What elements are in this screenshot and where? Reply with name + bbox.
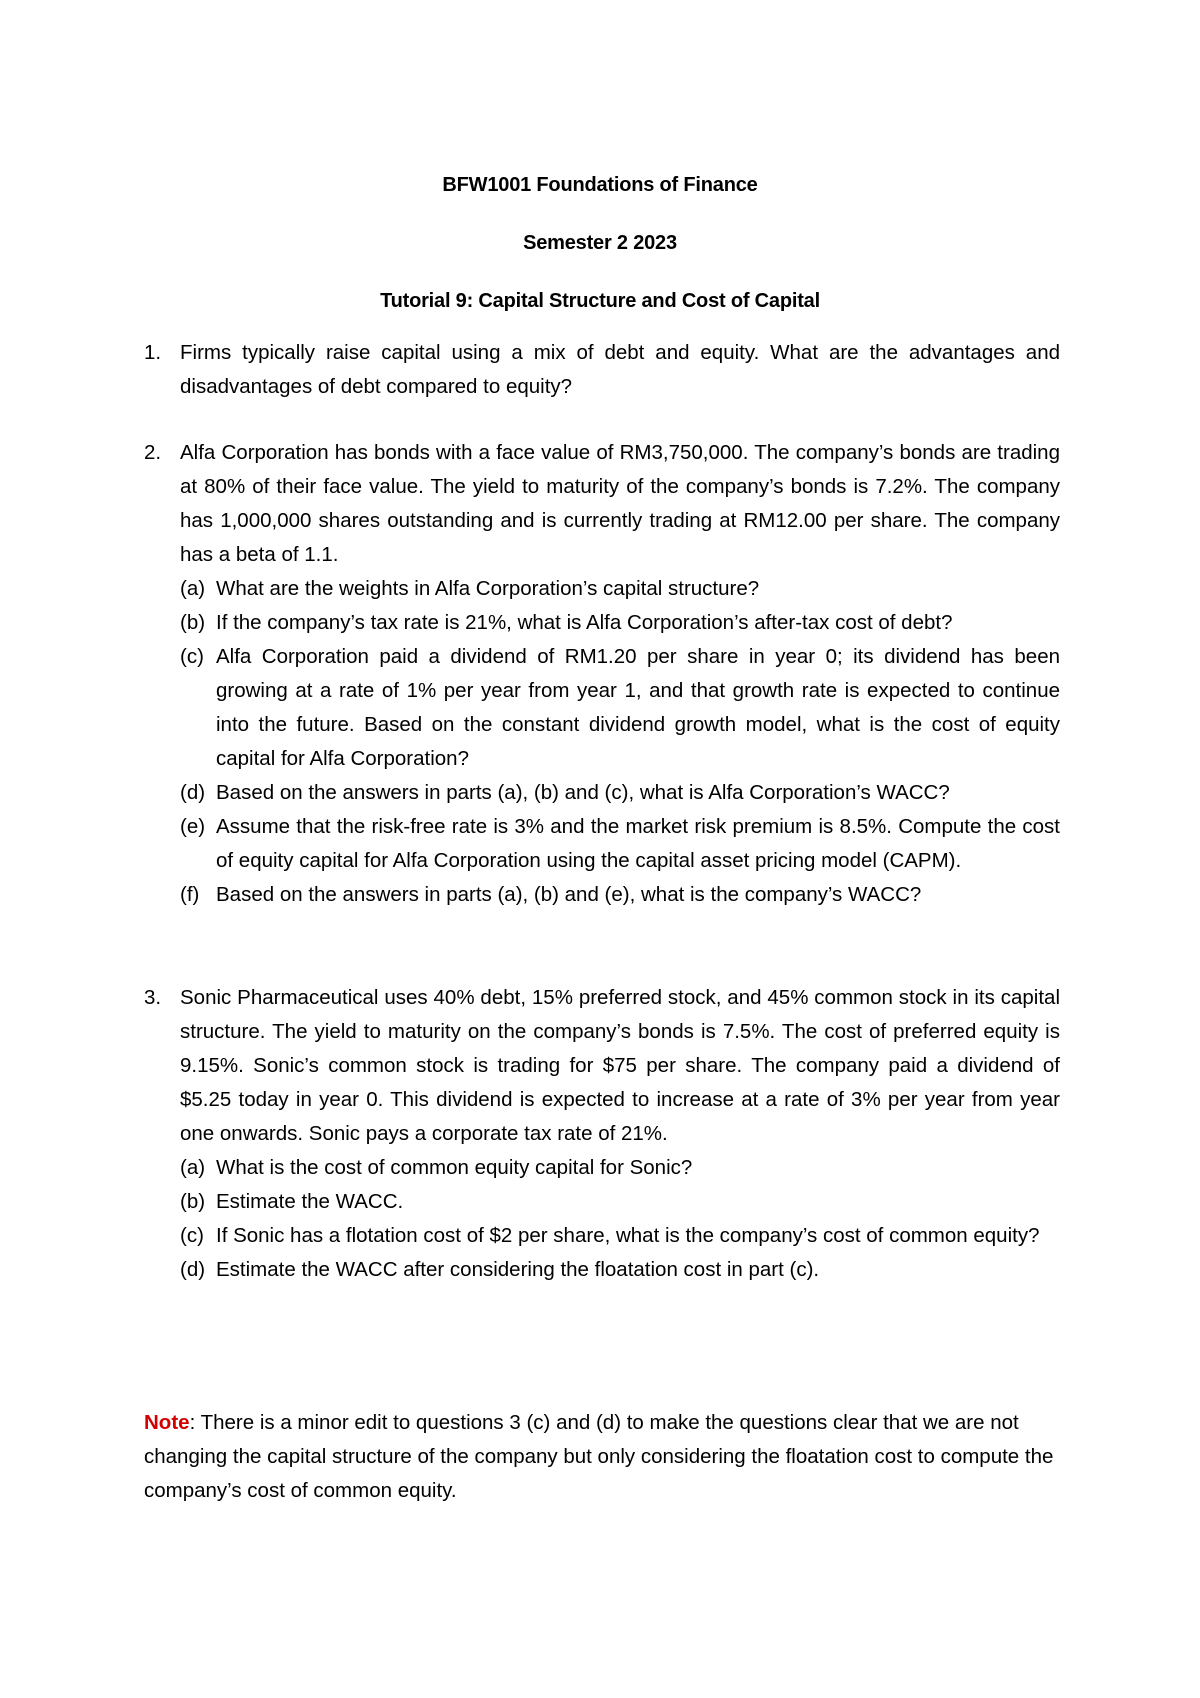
question-part bbox=[180, 606, 1060, 640]
edit-note bbox=[144, 1406, 1060, 1508]
part-letter: (b) bbox=[180, 611, 206, 634]
question-part bbox=[180, 1151, 1060, 1185]
part-text: Estimate the WACC. bbox=[216, 1190, 404, 1213]
semester-title: Semester 2 2023 bbox=[523, 232, 677, 254]
course-title: BFW1001 Foundations of Finance bbox=[442, 174, 758, 196]
question-number: 2. bbox=[144, 441, 162, 464]
tutorial-title: Tutorial 9: Capital Structure and Cost of Capital bbox=[380, 290, 820, 312]
part-text: If the company’s tax rate is 21%, what is Alfa Corporation’s after-tax cost of debt? bbox=[216, 611, 953, 634]
question-part bbox=[180, 640, 1060, 776]
part-letter: (d) bbox=[180, 781, 206, 804]
question-1 bbox=[144, 336, 1060, 404]
question-text: Firms typically raise capital using a mix of debt and equity. What are the advantages and disadvantages of debt compared to equity? bbox=[180, 341, 1060, 398]
question-3 bbox=[144, 981, 1060, 1287]
question-number: 3. bbox=[144, 986, 162, 1009]
part-text: Estimate the WACC after considering the floatation cost in part (c). bbox=[216, 1258, 820, 1281]
note-text: : There is a minor edit to questions 3 (c) and (d) to make the questions clear that we are not changing the capital structure of the company but only considering the floatation cost to compute the company’s cost of common equity. bbox=[144, 1411, 1054, 1502]
note-label: Note bbox=[144, 1411, 190, 1434]
part-letter: (c) bbox=[180, 645, 204, 668]
part-letter: (a) bbox=[180, 1156, 206, 1179]
question-part bbox=[180, 878, 1060, 912]
part-letter: (c) bbox=[180, 1224, 204, 1247]
part-text: Based on the answers in parts (a), (b) and (e), what is the company’s WACC? bbox=[216, 883, 922, 906]
part-text: Based on the answers in parts (a), (b) and (c), what is Alfa Corporation’s WACC? bbox=[216, 781, 950, 804]
question-part bbox=[180, 810, 1060, 878]
question-part bbox=[180, 1219, 1060, 1253]
part-text: What are the weights in Alfa Corporation’s capital structure? bbox=[216, 577, 760, 600]
part-text: If Sonic has a flotation cost of $2 per share, what is the company’s cost of common equity? bbox=[216, 1224, 1040, 1247]
question-number: 1. bbox=[144, 341, 162, 364]
question-part bbox=[180, 1185, 1060, 1219]
question-text: Alfa Corporation has bonds with a face value of RM3,750,000. The company’s bonds are trading at 80% of their face value. The yield to maturity of the company’s bonds is 7.2%. The company has 1,000,000 shares outstanding and is currently trading at RM12.00 per share. The company has a beta of 1.1. bbox=[180, 441, 1060, 566]
part-letter: (d) bbox=[180, 1258, 206, 1281]
part-letter: (f) bbox=[180, 883, 200, 906]
question-2 bbox=[144, 436, 1060, 912]
question-parts bbox=[180, 572, 1060, 912]
question-part bbox=[180, 776, 1060, 810]
part-letter: (a) bbox=[180, 577, 206, 600]
part-text: What is the cost of common equity capital for Sonic? bbox=[216, 1156, 693, 1179]
question-part bbox=[180, 572, 1060, 606]
question-part bbox=[180, 1253, 1060, 1287]
part-text: Alfa Corporation paid a dividend of RM1.20 per share in year 0; its dividend has been growing at a rate of 1% per year from year 1, and that growth rate is expected to continue into the future. Based on the constant dividend growth model, what is the cost of equity capital for Alfa Corporation? bbox=[216, 645, 1060, 770]
part-letter: (e) bbox=[180, 815, 206, 838]
question-parts bbox=[180, 1151, 1060, 1287]
question-text: Sonic Pharmaceutical uses 40% debt, 15% preferred stock, and 45% common stock in its capital structure. The yield to maturity on the company’s bonds is 7.5%. The cost of preferred equity is 9.15%. Sonic’s common stock is trading for $75 per share. The company paid a dividend of $5.25 today in year 0. This dividend is expected to increase at a rate of 3% per year from year one onwards. Sonic pays a corporate tax rate of 21%. bbox=[180, 986, 1060, 1145]
part-text: Assume that the risk-free rate is 3% and the market risk premium is 8.5%. Compute the cost of equity capital for Alfa Corporation using the capital asset pricing model (CAPM). bbox=[216, 815, 1060, 872]
part-letter: (b) bbox=[180, 1190, 206, 1213]
